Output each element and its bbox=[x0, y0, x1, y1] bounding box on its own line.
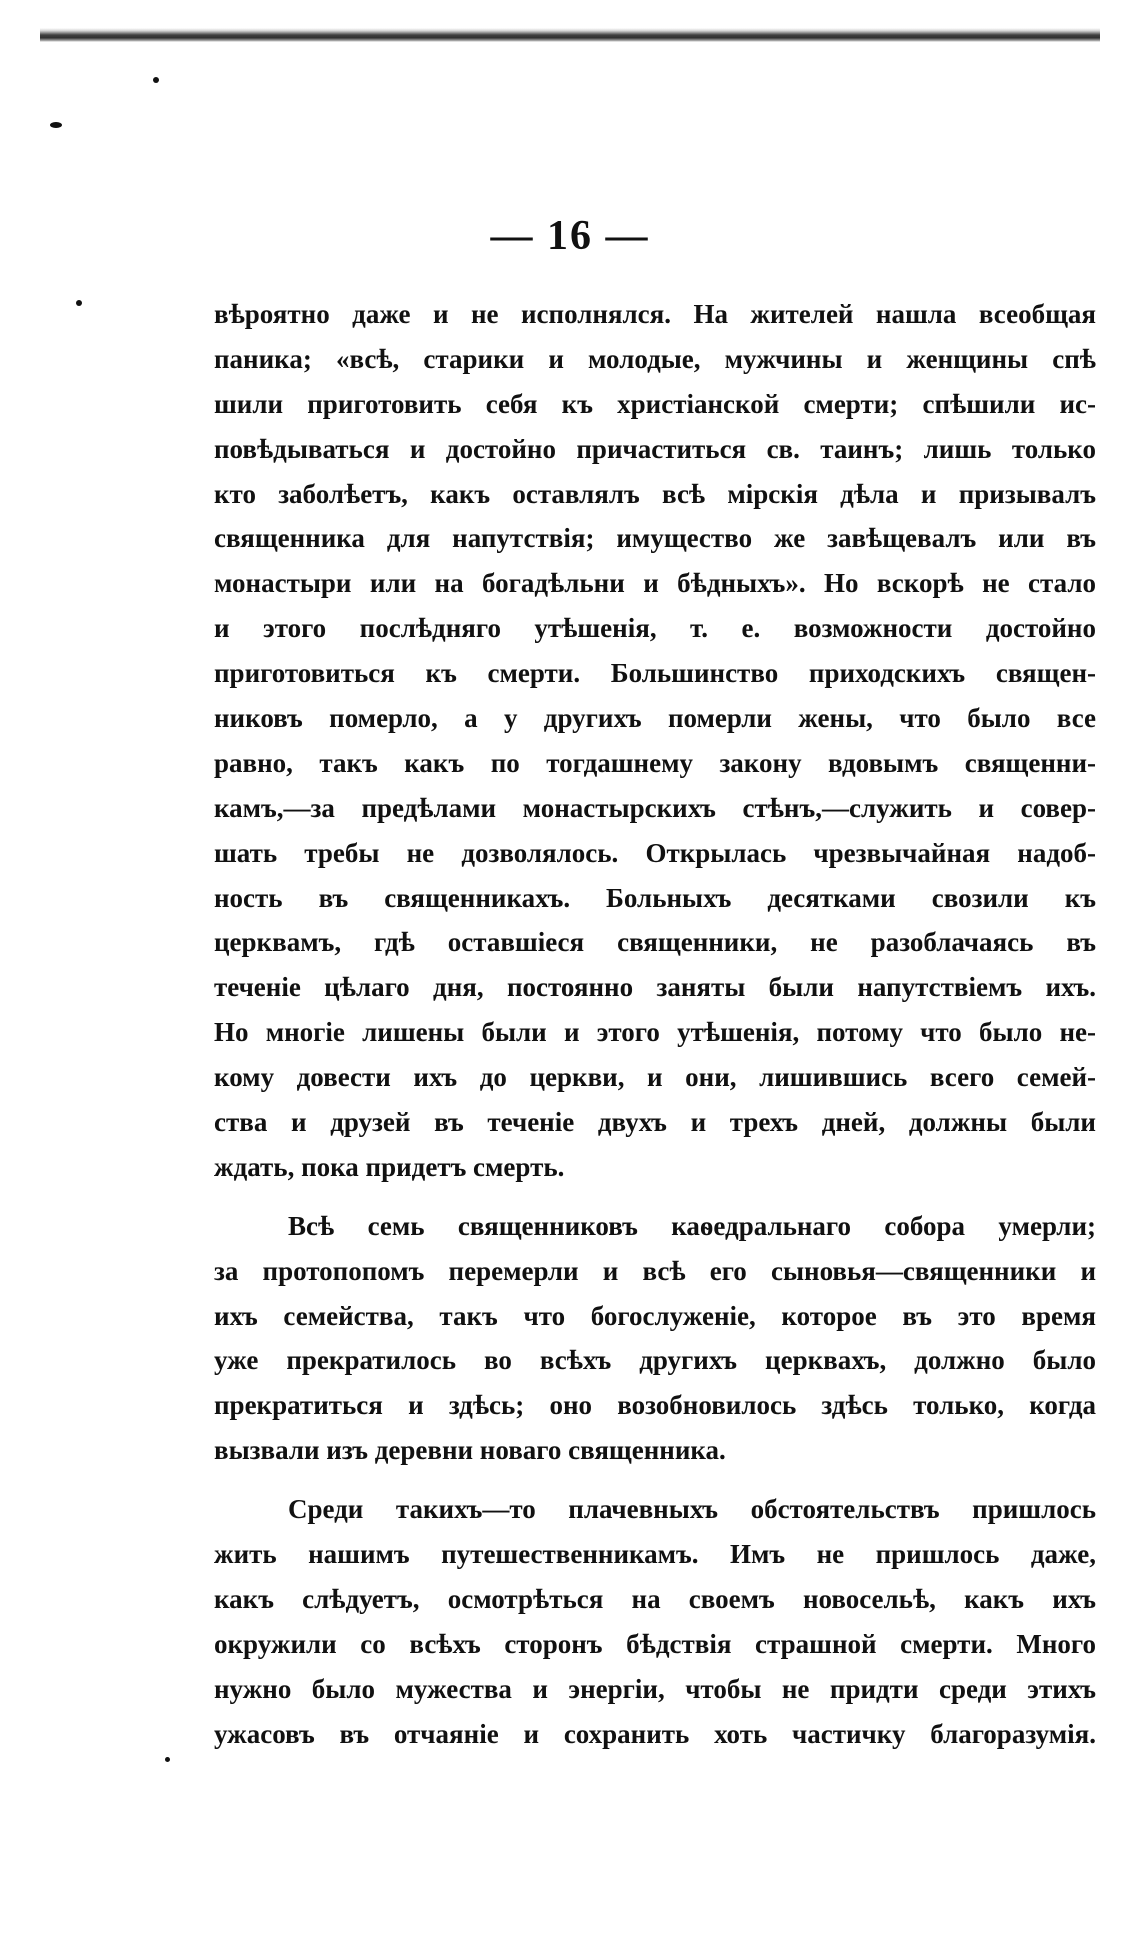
text-line: приготовиться къ смерти. Большинство приходскихъ священ- bbox=[214, 658, 1096, 689]
text-line: ужасовъ въ отчаяніе и сохранить хоть частичку благоразумія. bbox=[214, 1718, 1096, 1749]
text-line: какъ слѣдуетъ, осмотрѣться на своемъ новосельѣ, какъ ихъ bbox=[214, 1583, 1096, 1614]
text-line: ность въ священникахъ. Больныхъ десятками свозили къ bbox=[214, 882, 1096, 913]
paragraph bbox=[214, 1487, 1096, 1756]
body-text bbox=[214, 292, 1096, 1757]
text-line: жить нашимъ путешественникамъ. Имъ не пришлось даже, bbox=[214, 1539, 1096, 1570]
text-line: нужно было мужества и энергіи, чтобы не придти среди этихъ bbox=[214, 1673, 1096, 1704]
text-line: равно, такъ какъ по тогдашнему закону вдовымъ священни- bbox=[214, 747, 1096, 778]
scan-speck bbox=[153, 77, 159, 83]
text-line: священника для напутствія; имущество же завѣщевалъ или въ bbox=[214, 523, 1096, 554]
text-line: шать требы не дозволялось. Открылась чрезвычайная надоб- bbox=[214, 837, 1096, 868]
text-line: за протопопомъ перемерли и всѣ его сыновья—священники и bbox=[214, 1255, 1096, 1286]
text-line: Среди такихъ—то плачевныхъ обстоятельствъ пришлось bbox=[288, 1494, 1096, 1525]
text-line: прекратиться и здѣсь; оно возобновилось здѣсь только, когда bbox=[214, 1390, 1096, 1421]
paragraph bbox=[214, 292, 1096, 1190]
text-line: паника; «всѣ, старики и молодые, мужчины и женщины спѣ bbox=[214, 343, 1096, 374]
text-line: монастыри или на богадѣльни и бѣдныхъ». Но вскорѣ не стало bbox=[214, 568, 1096, 599]
text-line: ихъ семейства, такъ что богослуженіе, которое въ это время bbox=[214, 1300, 1096, 1331]
text-line: кто заболѣетъ, какъ оставлялъ всѣ мірскія дѣла и призывалъ bbox=[214, 478, 1096, 509]
text-line: Всѣ семь священниковъ каѳедральнаго собора умерли; bbox=[288, 1210, 1096, 1241]
text-line: никовъ померло, а у другихъ померли жены, что было все bbox=[214, 703, 1096, 734]
text-line: уже прекратилось во всѣхъ другихъ церквахъ, должно было bbox=[214, 1345, 1096, 1376]
top-edge-scan-rule bbox=[40, 28, 1100, 42]
text-line: камъ,—за предѣлами монастырскихъ стѣнъ,—служить и совер- bbox=[214, 792, 1096, 823]
text-line: вѣроятно даже и не исполнялся. На жителей нашла всеобщая bbox=[214, 299, 1096, 329]
text-line: и этого послѣдняго утѣшенія, т. е. возможности достойно bbox=[214, 613, 1096, 644]
paragraph bbox=[214, 1204, 1096, 1473]
scan-speck bbox=[165, 1757, 170, 1762]
text-line: теченіе цѣлаго дня, постоянно заняты были напутствіемъ ихъ. bbox=[214, 972, 1096, 1003]
paragraph-gap bbox=[214, 1473, 1096, 1487]
text-line: вызвали изъ деревни новаго священника. bbox=[214, 1435, 726, 1466]
paragraph-gap bbox=[214, 1190, 1096, 1204]
text-line: шили приготовить себя къ христіанской смерти; спѣшили ис- bbox=[214, 388, 1096, 419]
text-line: ждать, пока придетъ смерть. bbox=[214, 1151, 565, 1182]
scan-speck bbox=[50, 122, 62, 128]
text-line: ства и друзей въ теченіе двухъ и трехъ дней, должны были bbox=[214, 1107, 1096, 1138]
text-line: Но многіе лишены были и этого утѣшенія, потому что было не- bbox=[214, 1017, 1096, 1048]
page-number: — 16 — bbox=[490, 213, 650, 259]
text-line: церквамъ, гдѣ оставшіеся священники, не разоблачаясь въ bbox=[214, 927, 1096, 958]
scan-speck bbox=[76, 300, 82, 306]
text-line: окружили со всѣхъ сторонъ бѣдствія страшной смерти. Много bbox=[214, 1628, 1096, 1659]
text-line: кому довести ихъ до церкви, и они, лишившись всего семей- bbox=[214, 1062, 1096, 1093]
text-line: повѣдываться и достойно причаститься св. таинъ; лишь только bbox=[214, 433, 1096, 464]
